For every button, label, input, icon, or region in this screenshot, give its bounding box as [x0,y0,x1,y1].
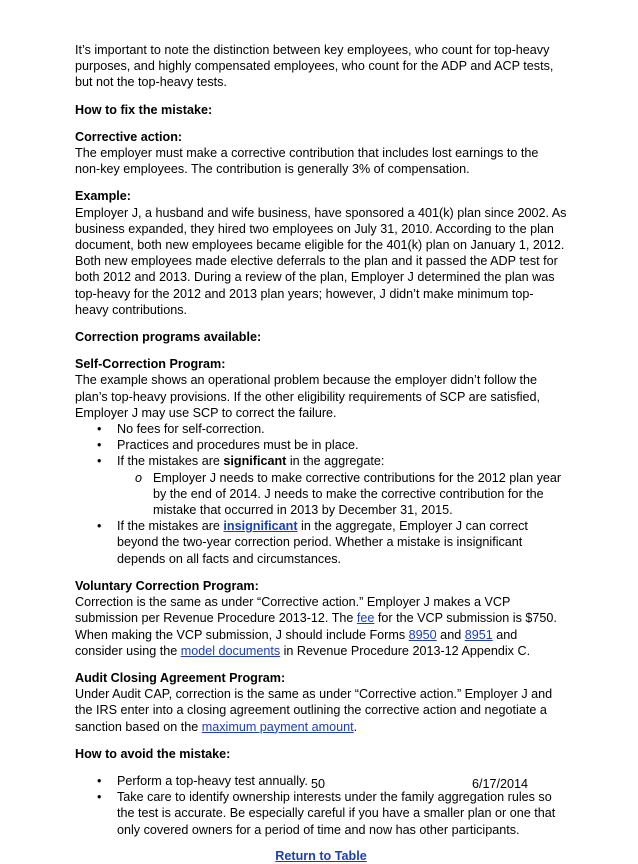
avoid-bullet-1: • Perform a top-heavy test annually. [75,773,567,789]
scp-bullet-4-post: in the aggregate, Employer J can correct beyond the two-year correction period. Whether a mistake is insignificant depends on all facts and circumstances. [117,519,528,566]
audit-heading: Audit Closing Agreement Program: [75,670,286,685]
scp-sub-bullet-1: o Employer J needs to make corrective contributions for the 2012 plan year by the end of 2014. J needs to make the corrective contribution for the mistake that occurred in 2013 by December 31, 2015. [117,470,567,519]
scp-bullet-3 [75,453,567,518]
insignificant-link[interactable]: insignificant [223,519,298,534]
vcp-text-1: Correction is the same as under “Corrective action.” Employer J makes a VCP submission per Revenue Procedure 2013-12. The [75,595,511,626]
scp-bullet-3-post: in the aggregate: [286,454,385,469]
audit-text-2: . [353,719,358,734]
audit-text-1: Under Audit CAP, correction is the same as under “Corrective action.” Employer J and the IRS enter into a closing agreement outlining the corrective action and negotiate a sanction based on the [75,687,553,734]
intro-paragraph: It’s important to note the distinction between key employees, who count for top-heavy purposes, and highly compensated employees, who count for the ADP and ACP tests, but not the top-heavy tests. [75,43,554,90]
fee-link[interactable]: fee [356,611,375,626]
corrective-heading: Corrective action: [75,129,183,144]
fix-heading: How to fix the mistake: [75,102,213,117]
form-8950-link[interactable]: 8950 [408,627,437,642]
model-documents-link[interactable]: model documents [180,643,281,658]
example-heading: Example: [75,189,131,204]
return-to-table-link[interactable]: Return to Table [275,848,367,863]
significant-term: significant [223,454,287,469]
scp-bullet-4-pre: If the mistakes are [117,519,224,534]
scp-bullet-1: • No fees for self-correction. [75,421,567,437]
vcp-text-4: and consider using the [75,627,518,658]
page-number: 50 [311,777,326,791]
audit-text [75,686,567,735]
scp-bullet-3-pre: If the mistakes are [117,454,224,469]
scp-bullet-2: • Practices and procedures must be in place. [75,437,567,453]
scp-bullet-list [75,421,567,567]
example-text: Employer J, a husband and wife business, have sponsored a 401(k) plan since 2002. As business expanded, they hired two employees on July 31, 2010. According to the plan document, both new employees became eligible for the 401(k) plan on January 1, 2012. Both new employees made elective deferrals to the plan and it passed the ADP test for both 2012 and 2013. During a review of the plan, Employer J determined the plan was top-heavy for the 2012 and 2013 plan years; however, J didn’t make minimum top-heavy contributions. [75,205,567,317]
avoid-bullet-2: • Take care to identify ownership interests under the family aggregation rules so the test is accurate. Be especially careful if you have a smaller plan or one that only covered owners for a period of time and now has other participants. [75,789,567,838]
form-8951-link[interactable]: 8951 [464,627,493,642]
vcp-text-5: in Revenue Procedure 2013-12 Appendix C. [280,643,531,658]
programs-heading: Correction programs available: [75,330,262,345]
vcp-text-2: for the VCP submission is $750. When making the VCP submission, J should include Forms [75,611,557,642]
scp-heading: Self-Correction Program: [75,357,226,372]
footer-date: 6/17/2014 [472,777,529,791]
vcp-text-3: and [436,627,465,642]
scp-sub-list [117,470,567,519]
avoid-heading: How to avoid the mistake: [75,746,231,761]
vcp-heading: Voluntary Correction Program: [75,578,259,593]
document-page [75,42,567,864]
scp-bullet-4 [75,518,567,567]
vcp-text [75,594,567,659]
page-footer [0,776,638,792]
maximum-payment-link[interactable]: maximum payment amount [201,719,354,734]
corrective-text: The employer must make a corrective contribution that includes lost earnings to the non-key employees. The contribution is generally 3% of compensation. [75,146,539,177]
scp-text: The example shows an operational problem because the employer didn’t follow the plan’s top-heavy provisions. If the other eligibility requirements of SCP are satisfied, Employer J may use SCP to correct the failure. [75,373,541,420]
